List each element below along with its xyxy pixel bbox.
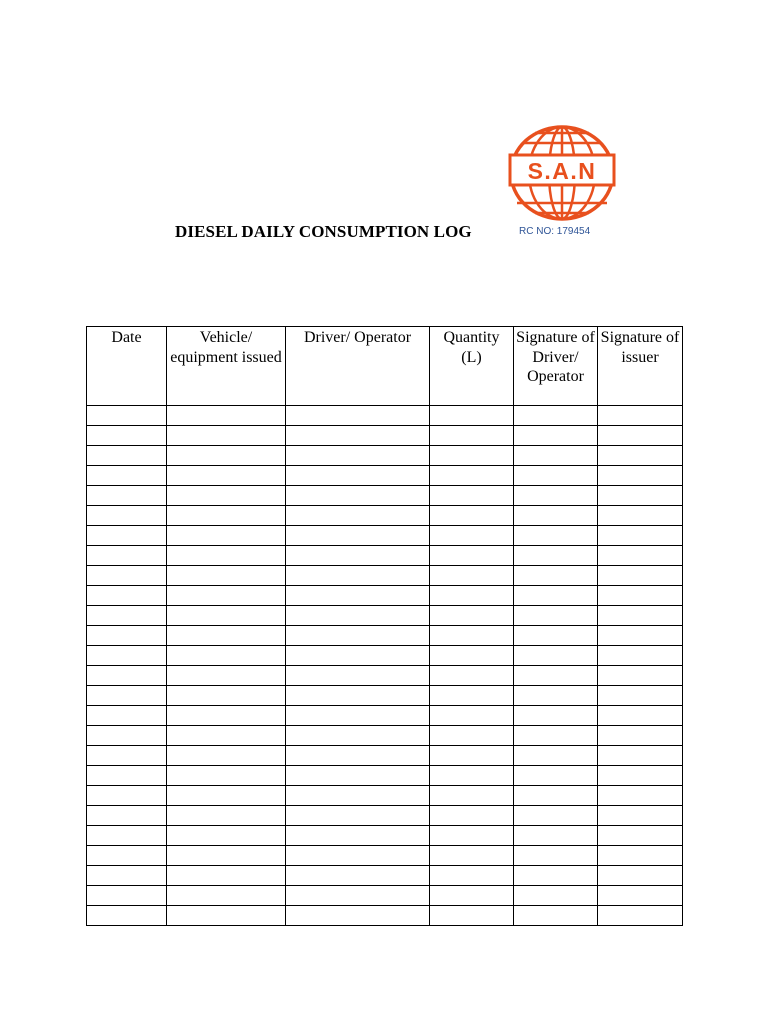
table-cell[interactable]: [430, 486, 514, 506]
table-cell[interactable]: [598, 466, 683, 486]
table-cell[interactable]: [598, 866, 683, 886]
table-cell[interactable]: [598, 686, 683, 706]
table-cell[interactable]: [514, 426, 598, 446]
table-cell[interactable]: [167, 446, 286, 466]
table-cell[interactable]: [167, 426, 286, 446]
table-cell[interactable]: [286, 846, 430, 866]
table-cell[interactable]: [286, 826, 430, 846]
table-row: [87, 626, 683, 646]
table-cell[interactable]: [430, 686, 514, 706]
table-cell[interactable]: [87, 586, 167, 606]
table-cell[interactable]: [598, 886, 683, 906]
table-cell[interactable]: [514, 726, 598, 746]
table-cell[interactable]: [514, 906, 598, 926]
table-cell[interactable]: [87, 606, 167, 626]
header-signature-issuer: Signature of issuer: [598, 327, 683, 406]
table-cell[interactable]: [167, 526, 286, 546]
table-cell[interactable]: [514, 786, 598, 806]
table-row: [87, 586, 683, 606]
table-cell[interactable]: [286, 886, 430, 906]
table-cell[interactable]: [87, 486, 167, 506]
table-header-row: [87, 327, 683, 406]
header-vehicle-equipment: Vehicle/ equipment issued: [167, 327, 286, 406]
table-cell[interactable]: [286, 646, 430, 666]
table-cell[interactable]: [514, 766, 598, 786]
table-cell[interactable]: [430, 826, 514, 846]
table-row: [87, 746, 683, 766]
table-cell[interactable]: [286, 746, 430, 766]
table-cell[interactable]: [430, 406, 514, 426]
table-cell[interactable]: [286, 906, 430, 926]
table-row: [87, 826, 683, 846]
table-cell[interactable]: [87, 746, 167, 766]
table-cell[interactable]: [598, 666, 683, 686]
table-cell[interactable]: [514, 666, 598, 686]
table-cell[interactable]: [286, 766, 430, 786]
table-cell[interactable]: [598, 426, 683, 446]
table-cell[interactable]: [286, 806, 430, 826]
table-cell[interactable]: [598, 486, 683, 506]
table-cell[interactable]: [598, 546, 683, 566]
table-cell[interactable]: [167, 906, 286, 926]
table-row: [87, 466, 683, 486]
table-cell[interactable]: [430, 626, 514, 646]
table-cell[interactable]: [286, 526, 430, 546]
table-cell[interactable]: [430, 666, 514, 686]
table-cell[interactable]: [514, 646, 598, 666]
table-cell[interactable]: [598, 746, 683, 766]
table-cell[interactable]: [430, 766, 514, 786]
table-cell[interactable]: [514, 546, 598, 566]
table-cell[interactable]: [87, 806, 167, 826]
table-cell[interactable]: [430, 586, 514, 606]
table-cell[interactable]: [598, 606, 683, 626]
table-cell[interactable]: [286, 566, 430, 586]
table-cell[interactable]: [286, 686, 430, 706]
table-cell[interactable]: [514, 706, 598, 726]
table-cell[interactable]: [286, 706, 430, 726]
table-row: [87, 766, 683, 786]
header-quantity: Quantity (L): [430, 327, 514, 406]
table-row: [87, 906, 683, 926]
table-cell[interactable]: [167, 766, 286, 786]
table-cell[interactable]: [430, 526, 514, 546]
table-row: [87, 706, 683, 726]
table-cell[interactable]: [286, 666, 430, 686]
table-cell[interactable]: [514, 866, 598, 886]
table-row: [87, 426, 683, 446]
table-row: [87, 406, 683, 426]
header-date: Date: [87, 327, 167, 406]
table-cell[interactable]: [514, 626, 598, 646]
table-cell[interactable]: [598, 626, 683, 646]
table-cell[interactable]: [598, 786, 683, 806]
table-cell[interactable]: [167, 406, 286, 426]
table-cell[interactable]: [598, 846, 683, 866]
table-cell[interactable]: [167, 686, 286, 706]
table-cell[interactable]: [167, 586, 286, 606]
table-cell[interactable]: [514, 806, 598, 826]
consumption-log-table: [86, 326, 683, 926]
table-cell[interactable]: [87, 686, 167, 706]
table-cell[interactable]: [286, 486, 430, 506]
table-cell[interactable]: [167, 726, 286, 746]
table-cell[interactable]: [430, 906, 514, 926]
table-cell[interactable]: [598, 806, 683, 826]
table-cell[interactable]: [87, 566, 167, 586]
table-cell[interactable]: [598, 726, 683, 746]
table-cell[interactable]: [167, 866, 286, 886]
table-cell[interactable]: [167, 486, 286, 506]
logo-text: S.A.N: [527, 158, 597, 184]
table-row: [87, 506, 683, 526]
table-cell[interactable]: [286, 466, 430, 486]
table-cell[interactable]: [514, 606, 598, 626]
table-cell[interactable]: [87, 846, 167, 866]
table-cell[interactable]: [514, 466, 598, 486]
table-cell[interactable]: [87, 506, 167, 526]
table-cell[interactable]: [598, 706, 683, 726]
table-cell[interactable]: [87, 706, 167, 726]
table-cell[interactable]: [87, 406, 167, 426]
table-cell[interactable]: [167, 466, 286, 486]
table-cell[interactable]: [514, 746, 598, 766]
table-cell[interactable]: [87, 446, 167, 466]
table-cell[interactable]: [167, 546, 286, 566]
table-row: [87, 846, 683, 866]
table-cell[interactable]: [430, 546, 514, 566]
table-row: [87, 566, 683, 586]
table-row: [87, 806, 683, 826]
table-cell[interactable]: [514, 586, 598, 606]
table-cell[interactable]: [430, 786, 514, 806]
table-row: [87, 886, 683, 906]
table-cell[interactable]: [598, 406, 683, 426]
table-cell[interactable]: [286, 546, 430, 566]
table-cell[interactable]: [286, 506, 430, 526]
table-cell[interactable]: [514, 406, 598, 426]
table-cell[interactable]: [167, 746, 286, 766]
table-cell[interactable]: [514, 486, 598, 506]
table-cell[interactable]: [430, 706, 514, 726]
table-row: [87, 786, 683, 806]
table-cell[interactable]: [514, 446, 598, 466]
table-cell[interactable]: [167, 706, 286, 726]
table-row: [87, 646, 683, 666]
table-cell[interactable]: [598, 526, 683, 546]
table-cell[interactable]: [430, 886, 514, 906]
table-cell[interactable]: [286, 446, 430, 466]
table-row: [87, 606, 683, 626]
table-cell[interactable]: [167, 666, 286, 686]
table-cell[interactable]: [87, 546, 167, 566]
table-row: [87, 546, 683, 566]
table-cell[interactable]: [598, 646, 683, 666]
table-cell[interactable]: [167, 806, 286, 826]
table-cell[interactable]: [598, 826, 683, 846]
table-cell[interactable]: [286, 426, 430, 446]
table-cell[interactable]: [87, 426, 167, 446]
table-cell[interactable]: [87, 526, 167, 546]
table-cell[interactable]: [286, 786, 430, 806]
table-row: [87, 526, 683, 546]
table-cell[interactable]: [514, 886, 598, 906]
table-cell[interactable]: [167, 566, 286, 586]
table-cell[interactable]: [430, 866, 514, 886]
table-cell[interactable]: [87, 666, 167, 686]
table-cell[interactable]: [598, 586, 683, 606]
table-cell[interactable]: [430, 506, 514, 526]
rc-number: RC NO: 179454: [519, 226, 591, 237]
table-row: [87, 726, 683, 746]
header-signature-driver: Signature of Driver/ Operator: [514, 327, 598, 406]
table-row: [87, 446, 683, 466]
table-cell[interactable]: [514, 686, 598, 706]
header-driver-operator: Driver/ Operator: [286, 327, 430, 406]
table-cell[interactable]: [514, 506, 598, 526]
table-row: [87, 686, 683, 706]
table-cell[interactable]: [87, 906, 167, 926]
table-cell[interactable]: [167, 646, 286, 666]
table-body: [87, 406, 683, 926]
table-cell[interactable]: [167, 886, 286, 906]
table-cell[interactable]: [286, 406, 430, 426]
table-cell[interactable]: [167, 786, 286, 806]
table-row: [87, 866, 683, 886]
table-cell[interactable]: [286, 586, 430, 606]
table-cell[interactable]: [87, 646, 167, 666]
table-cell[interactable]: [430, 466, 514, 486]
table-cell[interactable]: [430, 846, 514, 866]
table-cell[interactable]: [514, 826, 598, 846]
san-logo: [507, 123, 617, 223]
table-cell[interactable]: [167, 626, 286, 646]
table-cell[interactable]: [167, 506, 286, 526]
table-cell[interactable]: [167, 826, 286, 846]
table-cell[interactable]: [286, 626, 430, 646]
table-cell[interactable]: [598, 506, 683, 526]
table-cell[interactable]: [286, 726, 430, 746]
table-row: [87, 486, 683, 506]
table-cell[interactable]: [430, 646, 514, 666]
table-cell[interactable]: [514, 526, 598, 546]
table-cell[interactable]: [598, 566, 683, 586]
table-cell[interactable]: [430, 746, 514, 766]
table-cell[interactable]: [286, 866, 430, 886]
table-cell[interactable]: [167, 846, 286, 866]
table-cell[interactable]: [286, 606, 430, 626]
table-cell[interactable]: [167, 606, 286, 626]
table-cell[interactable]: [598, 766, 683, 786]
table-cell[interactable]: [430, 446, 514, 466]
table-cell[interactable]: [87, 726, 167, 746]
table-cell[interactable]: [87, 766, 167, 786]
table-cell[interactable]: [598, 446, 683, 466]
table-cell[interactable]: [87, 786, 167, 806]
table-cell[interactable]: [87, 626, 167, 646]
table-cell[interactable]: [430, 566, 514, 586]
table-cell[interactable]: [430, 606, 514, 626]
table-row: [87, 666, 683, 686]
table-cell[interactable]: [598, 906, 683, 926]
table-cell[interactable]: [87, 886, 167, 906]
table-cell[interactable]: [514, 846, 598, 866]
table-cell[interactable]: [430, 726, 514, 746]
table-cell[interactable]: [430, 806, 514, 826]
table-cell[interactable]: [87, 826, 167, 846]
page-title: DIESEL DAILY CONSUMPTION LOG: [175, 222, 472, 241]
table-cell[interactable]: [514, 566, 598, 586]
table-cell[interactable]: [87, 866, 167, 886]
table-cell[interactable]: [87, 466, 167, 486]
table-cell[interactable]: [430, 426, 514, 446]
